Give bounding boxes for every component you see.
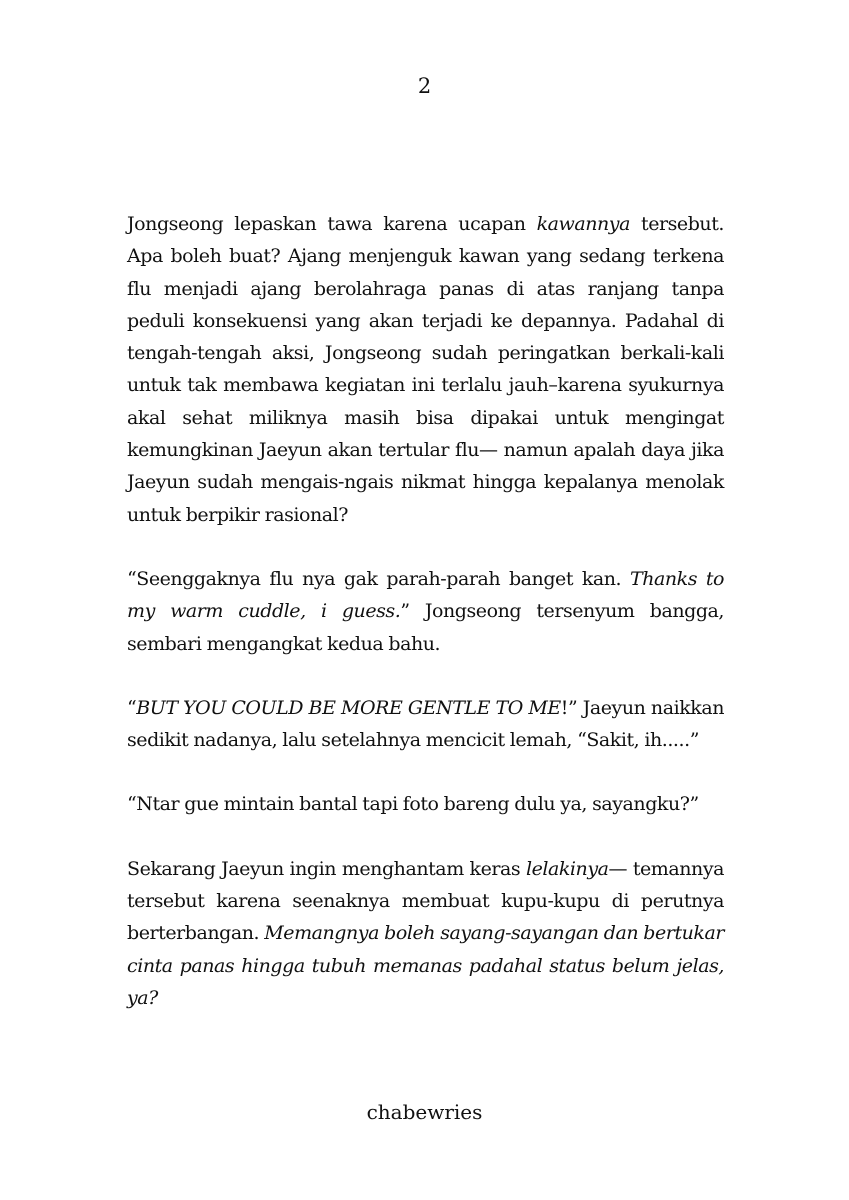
text-segment: !” Jaeyun naikkan sedikit nadanya, lalu setelahnya mencicit lemah, “Sakit, ih.....” (127, 696, 724, 752)
text-segment: “Ntar gue mintain bantal tapi foto bareng dulu ya, sayangku?” (127, 793, 699, 816)
paragraph-3 (127, 692, 724, 757)
paragraph-2 (127, 563, 724, 660)
text-segment: ” Jongseong tersenyum bangga, sembari mengangkat kedua bahu. (127, 600, 724, 655)
paragraph-4 (127, 788, 724, 820)
text-segment: “Seenggaknya flu nya gak parah-parah banget kan. (127, 567, 630, 590)
italic-segment: Memangnya boleh sayang-sayangan dan bertukar cinta panas hingga tubuh memanas padahal status belum jelas, ya? (127, 922, 724, 1009)
text-segment: Jongseong lepaskan tawa karena ucapan (127, 213, 537, 235)
body-text (127, 208, 724, 1046)
italic-segment: lelakinya (525, 857, 609, 880)
text-segment: — temannya tersebut karena seenaknya membuat kupu-kupu di perutnya berterbangan. (127, 857, 724, 945)
text-segment: tersebut. Apa boleh buat? Ajang menjenguk kawan yang sedang terkena flu menjadi ajang berolahraga panas di atas ranjang tanpa peduli konsekuensi yang akan terjadi ke depannya. Padahal di tengah-tengah aksi, Jongseong sudah peringatkan berkali-kali untuk tak membawa kegiatan ini terlalu jauh–karena syukurnya akal sehat miliknya masih bisa dipakai untuk mengingat kemungkinan Jaeyun akan tertular flu— namun apalah daya jika Jaeyun sudah mengais-ngais nikmat hingga kepalanya menolak untuk berpikir rasional? (127, 213, 724, 526)
text-segment: Sekarang Jaeyun ingin menghantam keras (127, 857, 526, 880)
author-credit: chabewries (366, 1100, 483, 1124)
text-segment: “ (127, 696, 137, 719)
italic-segment: kawannya (536, 213, 630, 235)
italic-segment: Thanks to my warm cuddle, i guess. (127, 567, 724, 623)
italic-segment: BUT YOU COULD BE MORE GENTLE TO ME (136, 696, 561, 719)
paragraph-5 (127, 853, 724, 1014)
paragraph-1 (127, 208, 724, 531)
page-number: 2 (417, 74, 432, 98)
